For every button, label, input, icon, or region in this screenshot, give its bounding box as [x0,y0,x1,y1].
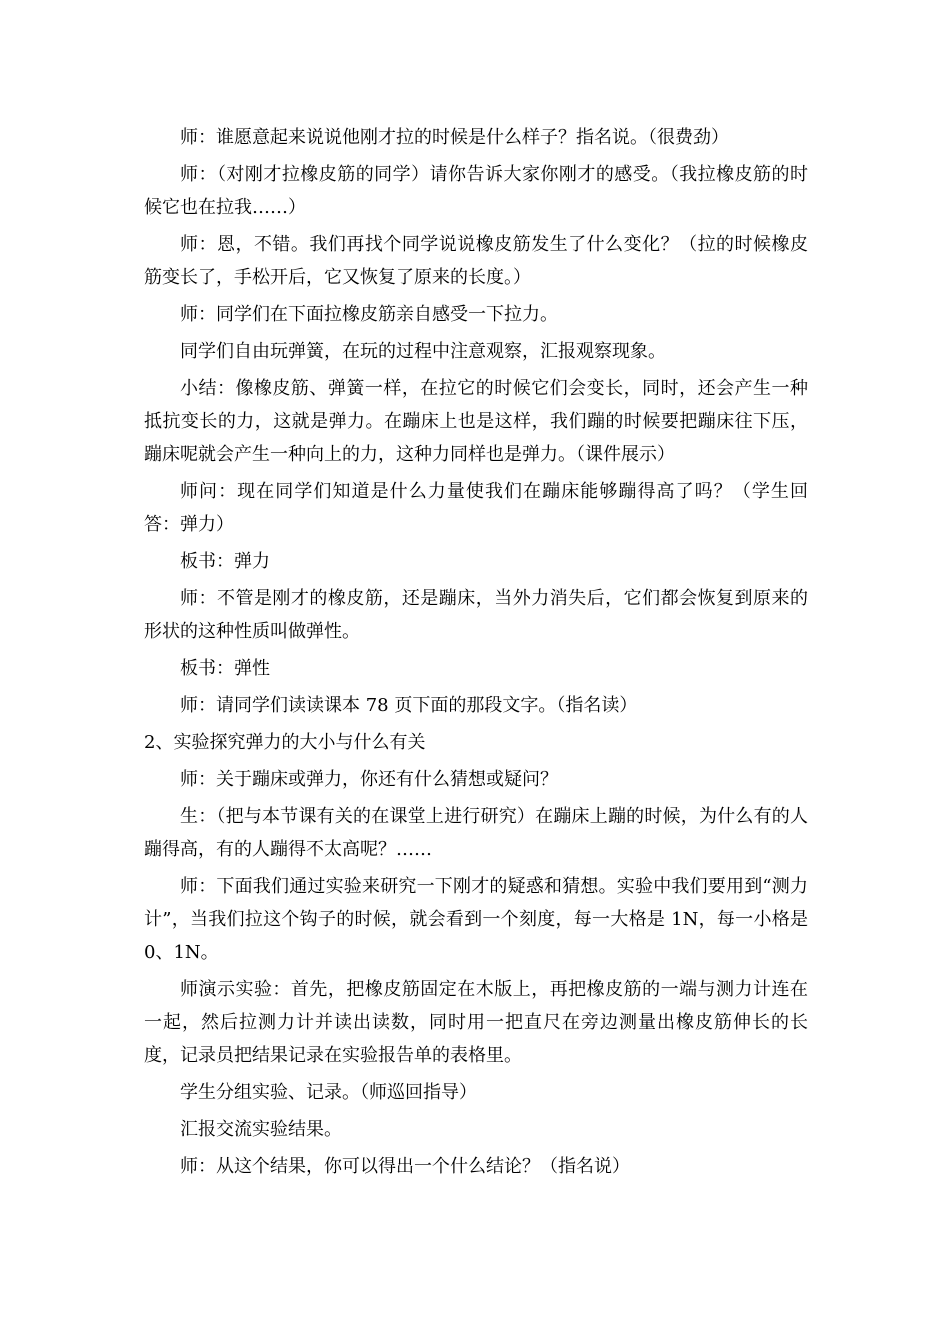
paragraph: 师演示实验：首先，把橡皮筋固定在木版上，再把橡皮筋的一端与测力计连在一起，然后拉测力计并读出读数，同时用一把直尺在旁边测量出橡皮筋伸长的长度，记录员把结果记录在实验报告单的表格里。 [144,979,808,1066]
paragraph: 师：同学们在下面拉橡皮筋亲自感受一下拉力。 [180,304,558,325]
paragraph: 汇报交流实验结果。 [180,1119,342,1140]
document-body [144,121,808,1187]
paragraph: 师：（对刚才拉橡皮筋的同学）请你告诉大家你刚才的感受。（我拉橡皮筋的时候它也在拉我……） [144,164,808,218]
paragraph: 师：下面我们通过实验来研究一下刚才的疑惑和猜想。实验中我们要用到“测力计”，当我们拉这个钩子的时候，就会看到一个刻度，每一大格是 1N，每一小格是 0、1N。 [144,876,808,963]
paragraph: 板书：弹性 [180,658,270,679]
paragraph: 同学们自由玩弹簧，在玩的过程中注意观察，汇报观察现象。 [180,341,666,362]
paragraph: 学生分组实验、记录。（师巡回指导） [180,1082,477,1103]
paragraph: 师：恩，不错。我们再找个同学说说橡皮筋发生了什么变化？（拉的时候橡皮筋变长了，手松开后，它又恢复了原来的长度。） [144,234,808,288]
paragraph: 师：关于蹦床或弹力，你还有什么猜想或疑问？ [180,769,558,790]
paragraph: 生：（把与本节课有关的在课堂上进行研究）在蹦床上蹦的时候，为什么有的人蹦得高，有的人蹦得不太高呢？…… [144,806,808,860]
paragraph: 师：请同学们读读课本 78 页下面的那段文字。（指名读） [180,695,638,716]
paragraph: 师：谁愿意起来说说他刚才拉的时候是什么样子？指名说。（很费劲） [180,127,729,148]
section-heading: 2、实验探究弹力的大小与什么有关 [144,732,426,753]
paragraph: 师：从这个结果，你可以得出一个什么结论？（指名说） [180,1156,630,1177]
paragraph: 师：不管是刚才的橡皮筋，还是蹦床，当外力消失后，它们都会恢复到原来的形状的这种性质叫做弹性。 [144,588,808,642]
paragraph: 师问：现在同学们知道是什么力量使我们在蹦床能够蹦得高了吗？（学生回答：弹力） [144,481,808,535]
paragraph: 板书：弹力 [180,551,270,572]
paragraph: 小结：像橡皮筋、弹簧一样，在拉它的时候它们会变长，同时，还会产生一种抵抗变长的力，这就是弹力。在蹦床上也是这样，我们蹦的时候要把蹦床往下压，蹦床呢就会产生一种向上的力，这种力同样也是弹力。（课件展示） [144,378,808,465]
